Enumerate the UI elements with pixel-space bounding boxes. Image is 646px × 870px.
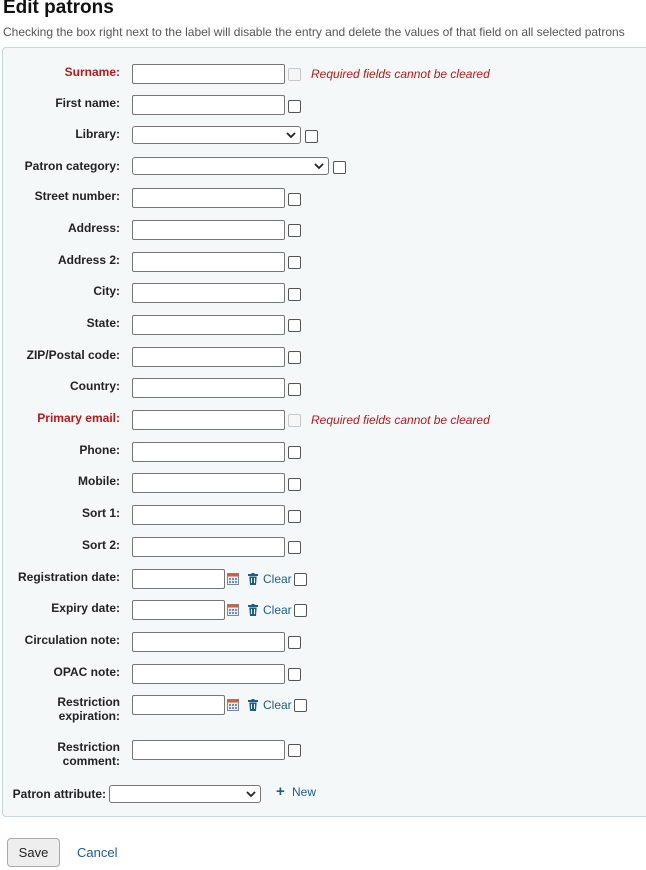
first-name-label: First name: [55,96,120,110]
registration-date-input[interactable] [132,569,225,589]
restriction-expiration-clear-link[interactable]: Clear [263,698,292,712]
patron-category-select[interactable] [132,157,329,175]
first-name-clear-checkbox[interactable] [288,100,301,113]
restriction-expiration-input[interactable] [132,695,225,715]
expiry-date-input[interactable] [132,600,225,620]
city-label: City: [93,284,120,298]
expiry-date-clear-checkbox[interactable] [294,604,307,617]
zip-clear-checkbox[interactable] [288,351,301,364]
patron-category-clear-checkbox[interactable] [333,161,346,174]
address2-input[interactable] [132,252,285,272]
primary-email-required-note: Required fields cannot be cleared [311,413,490,427]
surname-input[interactable] [132,64,285,84]
city-input[interactable] [132,283,285,303]
state-clear-checkbox[interactable] [288,319,301,332]
city-clear-checkbox[interactable] [288,288,301,301]
trash-icon[interactable] [248,699,258,711]
calendar-icon[interactable] [227,604,239,616]
primary-email-clear-checkbox [288,414,301,427]
state-label: State: [86,316,120,330]
save-button[interactable]: Save [7,838,60,867]
phone-label: Phone: [79,443,120,457]
restriction-comment-label [0,740,120,768]
cancel-link[interactable]: Cancel [77,845,118,860]
restriction-comment-label-line2: comment: [62,754,120,768]
sort2-clear-checkbox[interactable] [288,541,301,554]
registration-date-clear-link[interactable]: Clear [263,572,292,586]
mobile-clear-checkbox[interactable] [288,478,301,491]
circulation-note-input[interactable] [132,632,285,652]
registration-date-label: Registration date: [17,570,120,584]
calendar-icon[interactable] [227,573,239,585]
primary-email-input[interactable] [132,410,285,430]
library-label: Library: [75,127,120,141]
opac-note-input[interactable] [132,664,285,684]
state-input[interactable] [132,315,285,335]
country-label: Country: [70,379,120,393]
address-label: Address: [67,221,120,235]
registration-date-clear-checkbox[interactable] [294,573,307,586]
address2-label: Address 2: [57,253,120,267]
library-select[interactable] [132,126,301,144]
phone-input[interactable] [132,442,285,462]
expiry-date-clear-link[interactable]: Clear [263,603,292,617]
calendar-icon[interactable] [227,699,239,711]
restriction-comment-input[interactable] [132,740,285,760]
street-number-label: Street number: [34,189,120,203]
sort2-input[interactable] [132,537,285,557]
surname-required-note: Required fields cannot be cleared [311,67,490,81]
patron-attribute-label: Patron attribute: [12,787,106,801]
address2-clear-checkbox[interactable] [288,256,301,269]
restriction-expiration-label [0,695,120,723]
circulation-note-clear-checkbox[interactable] [288,636,301,649]
restriction-comment-clear-checkbox[interactable] [288,744,301,757]
new-attribute-link[interactable]: New [292,785,317,799]
trash-icon[interactable] [248,604,258,616]
expiry-date-label: Expiry date: [51,601,120,615]
street-number-input[interactable] [132,188,285,208]
opac-note-clear-checkbox[interactable] [288,668,301,681]
sort1-label: Sort 1: [81,506,120,520]
library-clear-checkbox[interactable] [305,130,318,143]
surname-clear-checkbox [288,68,301,81]
chevron-down-icon [245,787,257,801]
mobile-label: Mobile: [78,474,120,488]
country-input[interactable] [132,378,285,398]
zip-input[interactable] [132,347,285,367]
mobile-input[interactable] [132,473,285,493]
chevron-down-icon [285,128,297,142]
trash-icon[interactable] [248,573,258,585]
first-name-input[interactable] [132,95,285,115]
chevron-down-icon [313,159,325,173]
sort1-input[interactable] [132,505,285,525]
sort1-clear-checkbox[interactable] [288,510,301,523]
zip-label: ZIP/Postal code: [26,348,120,362]
street-number-clear-checkbox[interactable] [288,193,301,206]
restriction-expiration-clear-checkbox[interactable] [294,699,307,712]
address-input[interactable] [132,220,285,240]
circulation-note-label: Circulation note: [24,633,120,647]
restriction-expiration-label-line2: expiration: [58,709,120,723]
patron-attribute-select[interactable] [109,785,261,803]
surname-label: Surname: [64,65,120,79]
restriction-comment-label-line1: Restriction [57,740,120,754]
country-clear-checkbox[interactable] [288,383,301,396]
page-title: Edit patrons [3,0,114,18]
sort2-label: Sort 2: [81,538,120,552]
plus-icon[interactable]: + [276,783,285,800]
patron-category-label: Patron category: [24,159,120,173]
phone-clear-checkbox[interactable] [288,446,301,459]
opac-note-label: OPAC note: [53,665,120,679]
restriction-expiration-label-line1: Restriction [57,695,120,709]
primary-email-label: Primary email: [37,411,120,425]
address-clear-checkbox[interactable] [288,224,301,237]
page-subtitle: Checking the box right next to the label will disable the entry and delete the values of that field on all selected patrons [3,25,625,39]
